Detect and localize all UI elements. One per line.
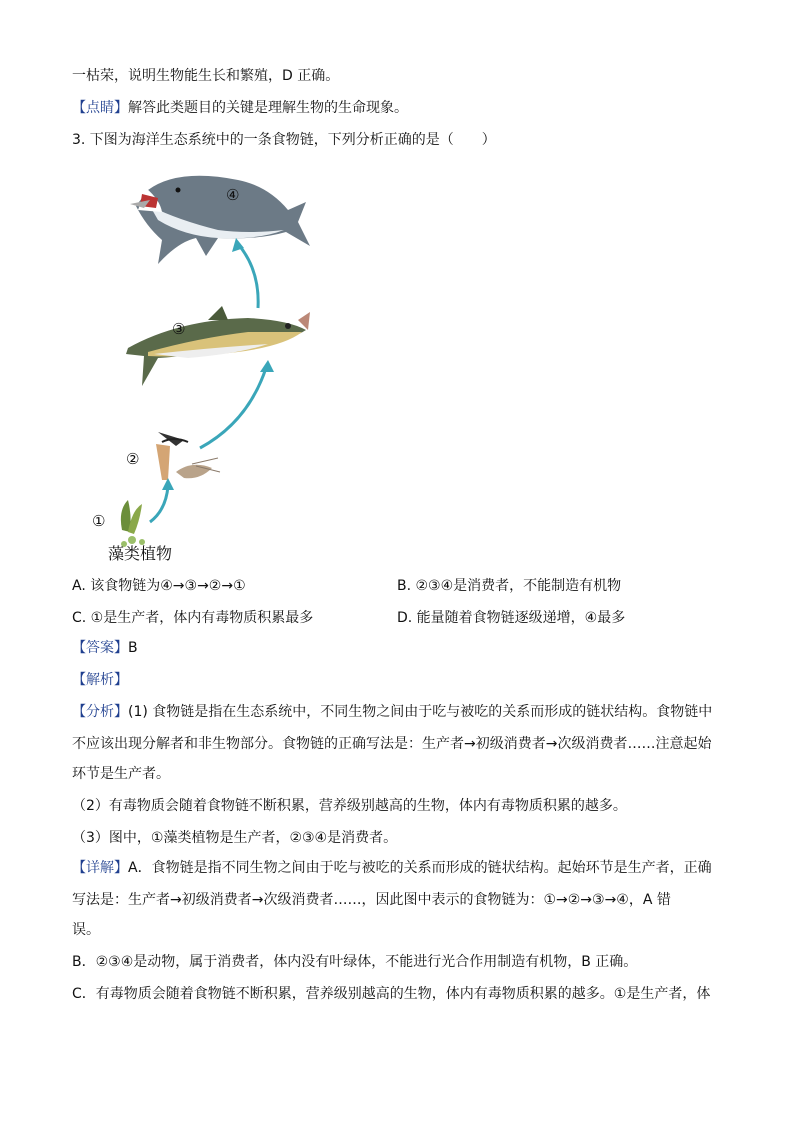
question-3: 3. 下图为海洋生态系统中的一条食物链，下列分析正确的是（ ） — [72, 132, 496, 148]
label-4: ④ — [226, 186, 240, 204]
option-b: B. ②③④是消费者，不能制造有机物 — [397, 578, 622, 594]
arrow-3-to-4 — [238, 244, 258, 308]
arrow-1-to-2 — [150, 486, 168, 522]
figure-caption: 藻类植物 — [108, 544, 173, 563]
answer-body: B — [128, 640, 138, 656]
xiangjie-line-1 — [72, 858, 712, 878]
label-2: ② — [126, 450, 140, 468]
xiangjie-line-2: 写法是：生产者→初级消费者→次级消费者……，因此图中表示的食物链为：①→②→③→④，A 错 — [72, 892, 671, 908]
algae-image — [121, 500, 145, 547]
fenxi-line-4: （2）有毒物质会随着食物链不断积累，营养级别越高的生物，体内有毒物质积累的越多。 — [72, 798, 627, 814]
dianjing-tag: 【点睛】 — [72, 100, 128, 116]
arrow-2-to-3 — [200, 368, 266, 448]
text-line-1: 一枯荣，说明生物能生长和繁殖，D 正确。 — [72, 68, 340, 84]
xiangjie-tag: 【详解】 — [72, 860, 128, 876]
option-a: A. 该食物链为④→③→②→① — [72, 578, 246, 594]
answer-line — [72, 638, 138, 658]
fenxi-line-3: 环节是生产者。 — [72, 766, 170, 782]
fenxi-line-2: 不应该出现分解者和非生物部分。食物链的正确写法是：生产者→初级消费者→次级消费者……注意起始 — [72, 736, 712, 752]
dianjing-line — [72, 98, 408, 118]
dianjing-body: 解答此类题目的关键是理解生物的生命现象。 — [128, 100, 408, 116]
fenxi-line-5: （3）图中，①藻类植物是生产者，②③④是消费者。 — [72, 830, 398, 846]
xiangjie-line-5: C．有毒物质会随着食物链不断积累，营养级别越高的生物，体内有毒物质积累的越多。①是生产者，体 — [72, 986, 711, 1002]
fenxi-tag: 【分析】 — [72, 704, 128, 720]
food-chain-figure — [88, 160, 328, 570]
small-consumers-image — [156, 432, 220, 480]
shark-image — [130, 176, 310, 264]
label-3: ③ — [172, 320, 186, 338]
answer-tag: 【答案】 — [72, 640, 128, 656]
fenxi-body-1: (1) 食物链是指在生态系统中，不同生物之间由于吃与被吃的关系而形成的链状结构。食物链中 — [128, 704, 713, 720]
label-1: ① — [92, 512, 106, 530]
option-c: C. ①是生产者，体内有毒物质积累最多 — [72, 610, 314, 626]
fenxi-line-1 — [72, 702, 712, 722]
xiangjie-line-3: 误。 — [72, 922, 100, 938]
xiangjie-body-1: A．食物链是指不同生物之间由于吃与被吃的关系而形成的链状结构。起始环节是生产者，正确 — [128, 860, 712, 876]
option-d: D. 能量随着食物链逐级递增，④最多 — [397, 610, 626, 626]
jiexi-heading: 【解析】 — [72, 672, 128, 688]
tuna-image — [126, 306, 310, 386]
xiangjie-line-4: B．②③④是动物，属于消费者，体内没有叶绿体，不能进行光合作用制造有机物，B 正确。 — [72, 954, 638, 970]
